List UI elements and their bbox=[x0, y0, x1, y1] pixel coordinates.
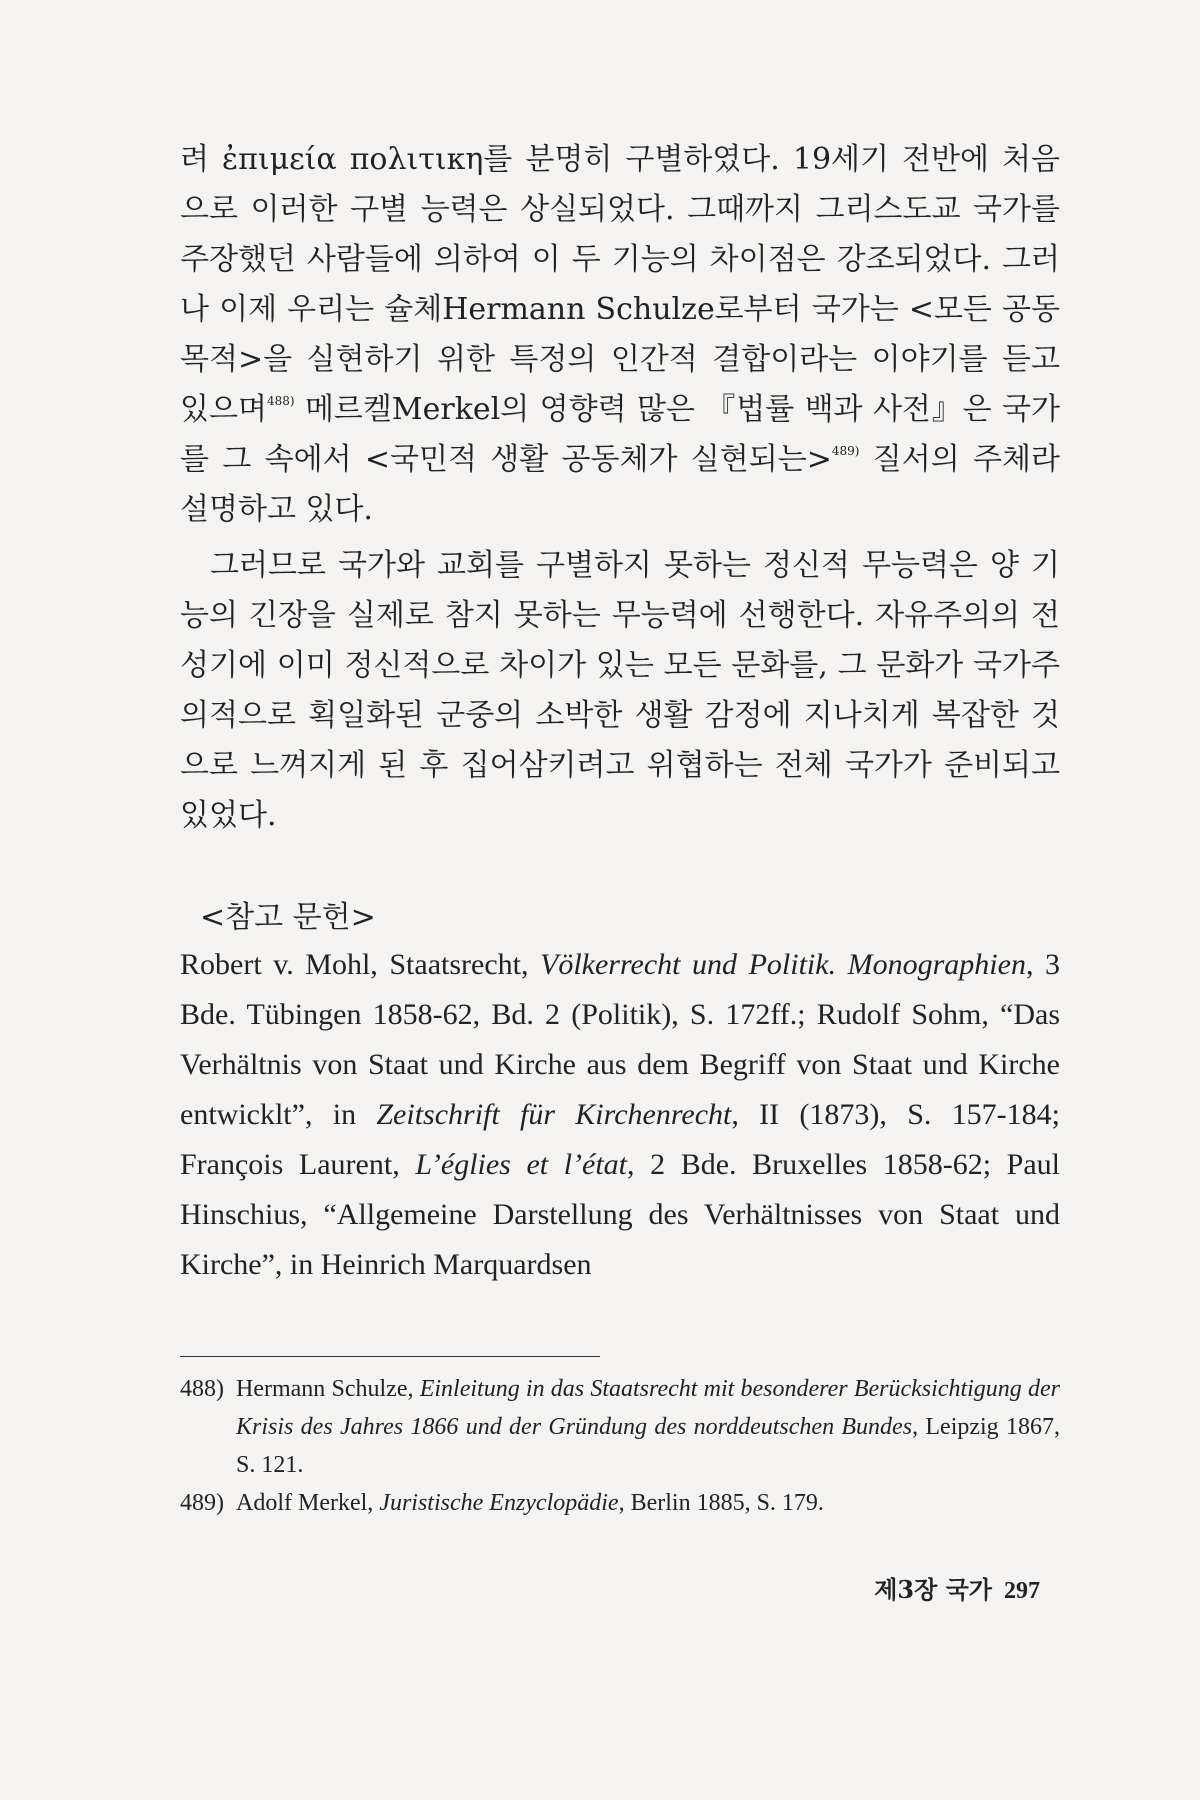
references-list bbox=[180, 940, 1060, 1290]
footnote-title: Einleitung in das Staatsrecht mit besonderer Berücksichtigung der Krisis des Jahres 1866 und der Gründung des norddeutschen Bundes bbox=[236, 1376, 1060, 1440]
footnote-number: 488) bbox=[180, 1376, 224, 1402]
footnote-489 bbox=[180, 1484, 1060, 1522]
footnote-publication: , Leipzig 1867, S. 121. bbox=[236, 1414, 1061, 1478]
paragraph-1 bbox=[180, 135, 1060, 535]
main-text bbox=[180, 135, 1060, 841]
ref-title-sohm: Zeitschrift für Kirchenrecht bbox=[376, 1098, 732, 1131]
references-heading: <참고 문헌> bbox=[200, 900, 376, 935]
paragraph-1-continuation: 메르켈Merkel의 영향력 많은 『법률 백과 사전』은 국가를 그 속에서 <국민적 생활 공동체가 실현되는> bbox=[180, 392, 1060, 477]
paragraph-2: 그러므로 국가와 교회를 구별하지 못하는 정신적 무능력은 양 기능의 긴장을 실제로 참지 못하는 무능력에 선행한다. 자유주의의 전성기에 이미 정신적으로 차이가 있는 모든 문화를, 그 문화가 국가주의적으로 획일화된 군중의 소박한 생활 감정에 지나치게 복잡한 것으로 느껴지게 된 후 집어삼키려고 위협하는 전체 국가가 준비되고 있었다. bbox=[180, 548, 1060, 833]
ref-text-1: Robert v. Mohl, Staatsrecht, bbox=[180, 948, 541, 981]
footnote-text bbox=[236, 1370, 1060, 1484]
ref-title-laurent: L’églies et l’état bbox=[415, 1148, 628, 1181]
footnote-author: Hermann Schulze, bbox=[236, 1376, 420, 1402]
ref-text-4: , 2 Bde. Bruxelles 1858-62; Paul Hinschius, “Allgemeine Darstellung des Verhältnisses von Staat und Kirche”, in Heinrich Marquardsen bbox=[180, 1148, 1060, 1281]
footnote-ref-489: 489) bbox=[831, 444, 860, 458]
footnote-title: Juristische Enzyclopädie bbox=[379, 1490, 619, 1516]
references-text bbox=[180, 940, 1060, 1290]
paragraph-1-text: 려 ἐπιμεία πολιτικη를 분명히 구별하였다. 19세기 전반에 처음으로 이러한 구별 능력은 상실되었다. 그때까지 그리스도교 국가를 주장했던 사람들에 의하여 이 두 기능의 차이점은 강조되었다. 그러나 이제 우리는 슐체Hermann Schulze로부터 국가는 <모든 공동 목적>을 실현하기 위한 특정의 인간적 결합이라는 이야기를 듣고 있으며 bbox=[180, 142, 1060, 427]
ref-title-mohl: Völkerrecht und Politik. Monographien bbox=[540, 948, 1026, 981]
footnote-divider bbox=[180, 1356, 600, 1357]
page-number: 297 bbox=[1004, 1578, 1040, 1604]
footnote-number: 489) bbox=[180, 1490, 224, 1516]
chapter-label: 제3장 국가 bbox=[874, 1575, 992, 1604]
ref-text-3: , II (1873), S. 157-184; François Laurent, bbox=[180, 1098, 1060, 1181]
paragraph-1-end: 질서의 주체라 설명하고 있다. bbox=[180, 442, 1060, 527]
ref-text-2: , 3 Bde. Tübingen 1858-62, Bd. 2 (Politik), S. 172ff.; Rudolf Sohm, “Das Verhältnis von Staat und Kirche aus dem Begriff von Staat und Kirche entwicklt”, in bbox=[180, 948, 1060, 1131]
footnote-publication: , Berlin 1885, S. 179. bbox=[618, 1490, 824, 1516]
footnote-text bbox=[236, 1484, 1060, 1522]
footnote-author: Adolf Merkel, bbox=[236, 1490, 380, 1516]
page-footer bbox=[874, 1570, 1040, 1605]
footnote-488 bbox=[180, 1370, 1060, 1484]
footnote-ref-488: 488) bbox=[266, 394, 295, 408]
footnotes bbox=[180, 1370, 1060, 1522]
